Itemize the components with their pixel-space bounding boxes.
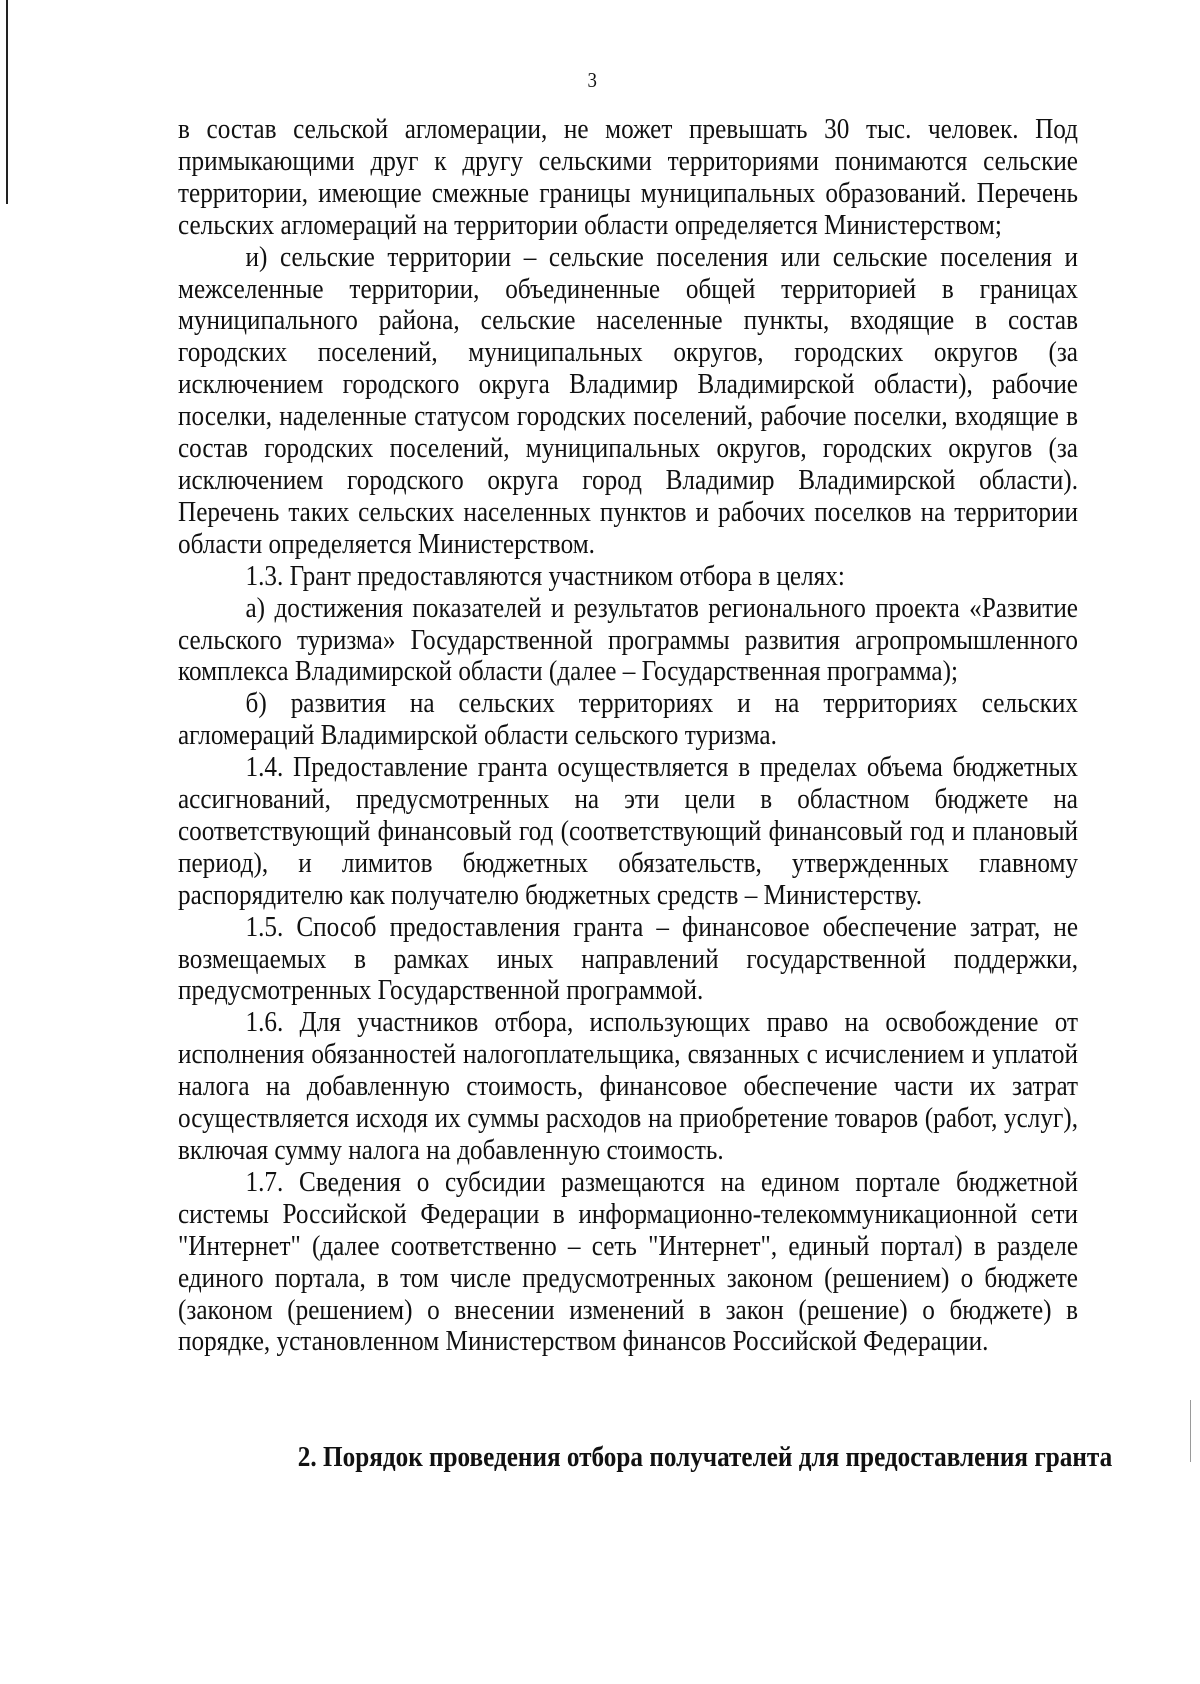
- paragraph-1-3-grant-purposes: 1.3. Грант предоставляются участником отбора в целях:: [245, 560, 845, 592]
- paragraph-1-7-subsidy-publication: 1.7. Сведения о субсидии размещаются на едином портале бюджетной системы Российской Федерации в информационно-телекоммуникационной сети "Интернет" (далее соответственно – сеть "Интернет", единый портал) в разделе единого портала, в том числе предусмотренных законом (решением) о бюджете (законом (решением) о внесении изменений в закон (решение) о бюджете) в порядке, установленном Министерством финансов Российской Федерации.: [178, 1166, 1078, 1358]
- page-number: 3: [587, 68, 597, 92]
- section-heading-number: 2.: [297, 1442, 317, 1473]
- scan-edge-mark-left: [6, 0, 8, 204]
- paragraph-1-4-budget-limits: 1.4. Предоставление гранта осуществляется в пределах объема бюджетных ассигнований, предусмотренных на эти цели в областном бюджете на соответствующий финансовый год (соответствующий финансовый год и плановый период), и лимитов бюджетных обязательств, утвержденных главному распорядителю как получателю бюджетных средств – Министерству.: [178, 752, 1078, 911]
- paragraph-agglomeration-continued: в состав сельской агломерации, не может превышать 30 тыс. человек. Под примыкающими друг к другу сельскими территориями понимаются сельские территории, имеющие смежные границы муниципальных образований. Перечень сельских агломераций на территории области определяется Министерством;: [178, 114, 1078, 241]
- paragraph-rural-territories-definition: и) сельские территории – сельские поселения или сельские поселения и межселенные территории, объединенные общей территорией в границах муниципального района, сельские населенные пункты, входящие в состав городских поселений, муниципальных округов, городских округов (за исключением городского округа Владимир Владимирской области), рабочие поселки, наделенные статусом городских поселений, рабочие поселки, входящие в состав городских поселений, муниципальных округов, городских округов (за исключением городского округа город Владимир Владимирской области). Перечень таких сельских населенных пунктов и рабочих поселков на территории области определяется Министерством.: [178, 241, 1078, 560]
- section-heading-text: Порядок проведения отбора получателей для предоставления гранта: [323, 1442, 1113, 1473]
- paragraph-1-5-grant-method: 1.5. Способ предоставления гранта – финансовое обеспечение затрат, не возмещаемых в рамках иных направлений государственной поддержки, предусмотренных Государственной программой.: [178, 911, 1078, 1007]
- document-body: [178, 114, 1078, 1358]
- paragraph-1-6-vat-exemption: 1.6. Для участников отбора, использующих право на освобождение от исполнения обязанностей налогоплательщика, связанных с исчислением и уплатой налога на добавленную стоимость, финансовое обеспечение части их затрат осуществляется исходя их суммы расходов на приобретение товаров (работ, услуг), включая сумму налога на добавленную стоимость.: [178, 1007, 1078, 1166]
- section-2-heading: [210, 1441, 1200, 1474]
- paragraph-1-3-item-a: а) достижения показателей и результатов регионального проекта «Развитие сельского туризма» Государственной программы развития агропромышленного комплекса Владимирской области (далее – Государственная программа);: [178, 592, 1078, 688]
- paragraph-1-3-item-b: б) развития на сельских территориях и на территориях сельских агломераций Владимирской области сельского туризма.: [178, 688, 1078, 752]
